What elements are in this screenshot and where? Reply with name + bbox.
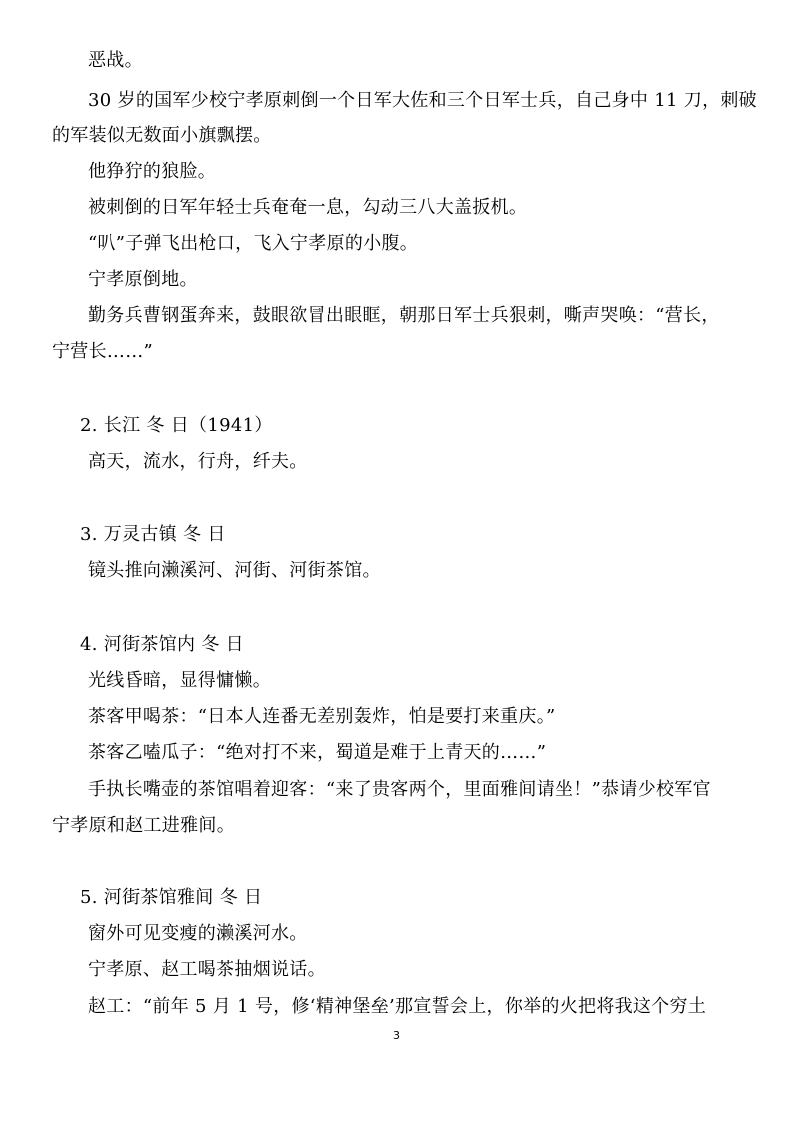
paragraph: 光线昏暗，显得慵懒。	[88, 670, 271, 691]
paragraph: 恶战。	[88, 50, 143, 71]
paragraph: 茶客乙嗑瓜子：“绝对打不来，蜀道是难于上青天的……”	[88, 742, 547, 763]
page-number: 3	[393, 1029, 400, 1042]
paragraph-continuation: 宁营长……”	[52, 341, 154, 362]
paragraph: 30 岁的国军少校宁孝原刺倒一个日军大佐和三个日军士兵，自己身中 11 刀，刺破	[88, 90, 757, 111]
paragraph: 宁孝原倒地。	[88, 269, 198, 290]
paragraph-continuation: 的军装似无数面小旗飘摆。	[52, 125, 272, 146]
paragraph: 宁孝原、赵工喝茶抽烟说话。	[88, 959, 326, 980]
paragraph: 窗外可见变瘦的濑溪河水。	[88, 923, 308, 944]
paragraph-continuation: 宁孝原和赵工进雅间。	[52, 815, 235, 836]
paragraph: 被刺倒的日军年轻士兵奄奄一息，勾动三八大盖扳机。	[88, 197, 528, 218]
paragraph: 镜头推向濑溪河、河街、河街茶馆。	[88, 560, 381, 581]
paragraph: 高天，流水，行舟，纤夫。	[88, 451, 308, 472]
scene-heading: 5. 河街茶馆雅间 冬 日	[80, 887, 263, 908]
paragraph: 他狰狞的狼脸。	[88, 161, 217, 182]
paragraph: 茶客甲喝茶：“日本人连番无差别轰炸，怕是要打来重庆。”	[88, 706, 556, 727]
scene-heading: 4. 河街茶馆内 冬 日	[80, 634, 244, 655]
paragraph: 赵工：“前年 5 月 1 号，修‘精神堡垒’那宣誓会上，你举的火把将我这个穷土	[88, 996, 707, 1017]
scene-heading: 2. 长江 冬 日（1941）	[80, 415, 273, 436]
paragraph: 勤务兵曹钢蛋奔来，鼓眼欲冒出眼眶，朝那日军士兵狠刺，嘶声哭唤：“营长，	[88, 305, 720, 326]
paragraph: 手执长嘴壶的茶馆唱着迎客：“来了贵客两个，里面雅间请坐！”恭请少校军官	[88, 779, 711, 800]
paragraph: “叭”子弹飞出枪口，飞入宁孝原的小腹。	[88, 233, 419, 254]
scene-heading: 3. 万灵古镇 冬 日	[80, 524, 226, 545]
